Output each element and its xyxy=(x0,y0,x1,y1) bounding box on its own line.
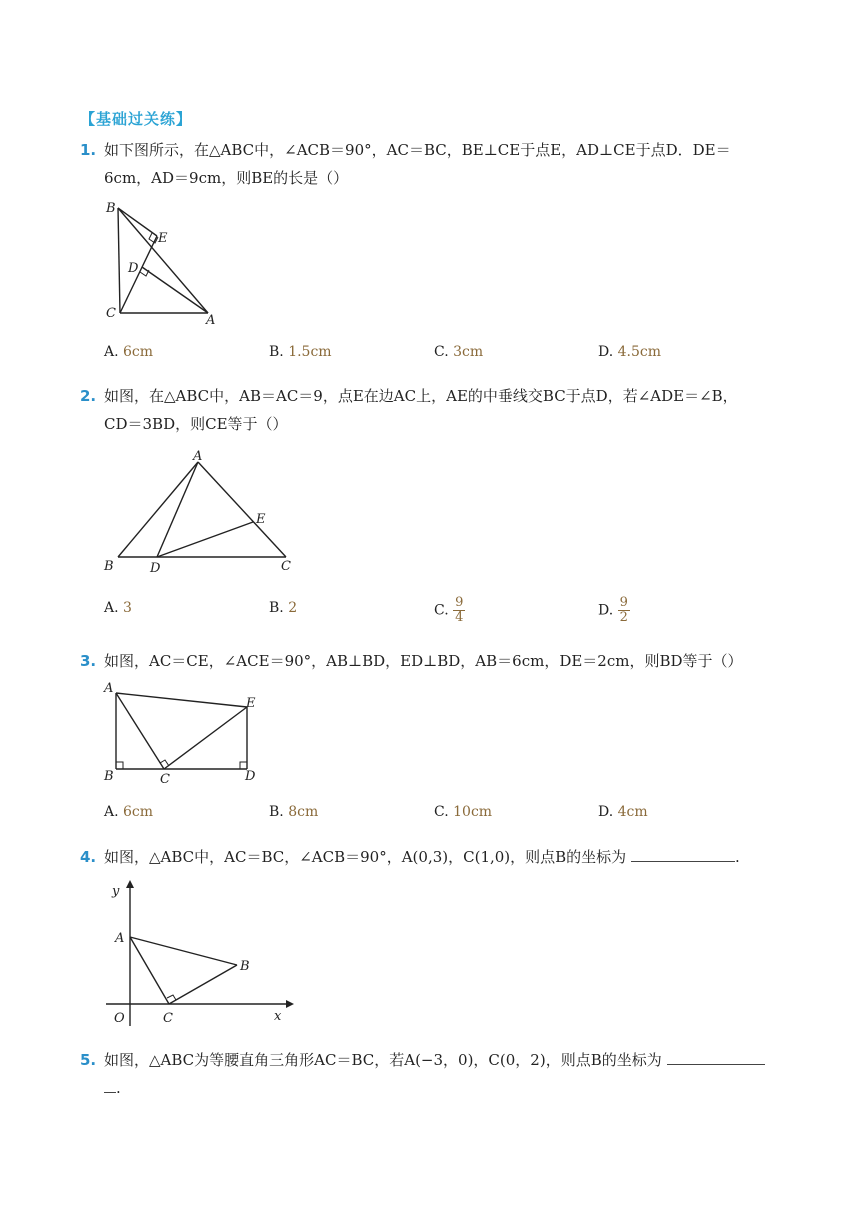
label-D: D xyxy=(150,561,161,576)
question-number: 4. xyxy=(80,848,97,866)
label-A: A xyxy=(104,681,114,696)
question-number: 5. xyxy=(80,1051,97,1069)
section-title: 【基础过关练】 xyxy=(80,110,193,128)
option-a[interactable]: A. 6cm xyxy=(104,344,154,360)
option-a[interactable]: A. 6cm xyxy=(104,804,154,820)
label-B: B xyxy=(104,559,114,574)
question-3 xyxy=(80,647,792,675)
label-D: D xyxy=(245,769,256,784)
option-a[interactable]: A. 3 xyxy=(104,600,132,616)
label-C: C xyxy=(106,306,116,321)
question-text-line2: CD＝3BD，则CE等于（） xyxy=(104,415,288,433)
label-B: B xyxy=(104,769,114,784)
question-2 xyxy=(80,382,792,438)
label-D: D xyxy=(128,261,139,276)
label-C: C xyxy=(163,1011,173,1026)
question-text-line1: 如图，在△ABC中，AB＝AC＝9，点E在边AC上，AE的中垂线交BC于点D，若∠ADE＝∠B， xyxy=(104,387,738,405)
question-text-line1: 如图，△ABC为等腰直角三角形AC＝BC，若A(−3，0)，C(0，2)，则点B的坐标为 xyxy=(104,1051,662,1069)
label-A: A xyxy=(193,449,203,464)
question-5 xyxy=(80,1046,792,1102)
option-c[interactable]: C. 10cm xyxy=(434,804,493,820)
label-A: A xyxy=(206,313,216,328)
question-text-line2: 6cm，AD＝9cm，则BE的长是（） xyxy=(104,169,349,187)
option-d[interactable]: D. 4cm xyxy=(598,804,648,820)
label-x: x xyxy=(274,1009,282,1024)
option-c[interactable]: C. 3cm xyxy=(434,344,484,360)
question-number: 3. xyxy=(80,652,97,670)
label-E: E xyxy=(256,512,266,527)
question-text-line1: 如图，△ABC中，AC＝BC，∠ACB＝90°，A(0,3)，C(1,0)，则点B的坐标为 xyxy=(104,848,627,866)
figure-q4 xyxy=(100,876,300,1026)
fraction: $\frac{9}{2}$ xyxy=(619,595,628,625)
option-d[interactable]: D. $\frac{9}{2}$ xyxy=(598,595,628,625)
option-b[interactable]: B. 8cm xyxy=(269,804,319,820)
option-b[interactable]: B. 1.5cm xyxy=(269,344,332,360)
label-B: B xyxy=(240,959,250,974)
answer-blank[interactable] xyxy=(631,843,735,862)
question-number: 1. xyxy=(80,141,97,159)
label-y: y xyxy=(112,884,120,899)
option-d[interactable]: D. 4.5cm xyxy=(598,344,662,360)
label-A: A xyxy=(115,931,125,946)
question-number: 2. xyxy=(80,387,97,405)
label-E: E xyxy=(246,696,256,711)
answer-blank-continued: . xyxy=(80,1074,792,1102)
label-B: B xyxy=(106,201,116,216)
option-c[interactable]: C. $\frac{9}{4}$ xyxy=(434,595,464,625)
label-C: C xyxy=(281,559,291,574)
answer-blank[interactable] xyxy=(667,1046,765,1065)
label-O: O xyxy=(114,1011,125,1026)
label-C: C xyxy=(160,772,170,787)
question-text-line1: 如下图所示，在△ABC中，∠ACB＝90°，AC＝BC，BE⊥CE于点E，AD⊥CE于点D．DE＝ xyxy=(104,141,731,159)
figure-q3 xyxy=(100,680,270,790)
question-text-line1: 如图，AC＝CE，∠ACE＝90°，AB⊥BD，ED⊥BD，AB＝6cm，DE＝2cm，则BD等于（） xyxy=(104,652,743,670)
question-4: 4. 如图，△ABC中，AC＝BC，∠ACB＝90°，A(0,3)，C(1,0)，则点B的坐标为 . xyxy=(80,843,792,871)
label-E: E xyxy=(158,231,168,246)
figure-q2 xyxy=(100,446,300,576)
option-b[interactable]: B. 2 xyxy=(269,600,298,616)
question-1 xyxy=(80,136,792,192)
figure-q1 xyxy=(100,200,230,330)
fraction: $\frac{9}{4}$ xyxy=(455,595,464,625)
